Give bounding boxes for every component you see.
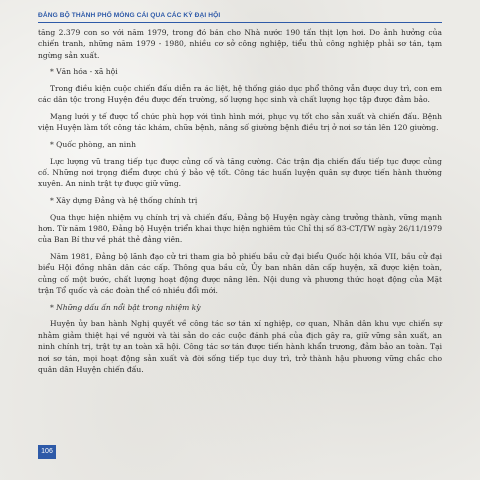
paragraph: Mạng lưới y tế được tổ chức phù hợp với tình hình mới, phục vụ tốt cho sản xuất và chiến đấu. Bệnh viện Huyện làm tốt công tác khám, chữa bệnh, nâng số giường bệnh điều trị ở nơi sơ tán lên 120 giường. [38,112,442,133]
paragraph: Qua thực hiện nhiệm vụ chính trị và chiến đấu, Đảng bộ Huyện ngày càng trưởng thành, vững mạnh hơn. Từ năm 1980, Đảng bộ Huyện triển khai thực hiện nghiêm túc Chỉ thị số 83-CT/TW ngày 26/11/1979 của Ban Bí thư về phát thẻ đảng viên. [38,212,442,245]
running-header: ĐẢNG BỘ THÀNH PHỐ MÓNG CÁI QUA CÁC KỲ ĐẠI HỘI [38,12,221,19]
page-body [38,27,442,381]
paragraph: Năm 1981, Đảng bộ lãnh đạo cử tri tham gia bỏ phiếu bầu cử đại biểu Quốc hội khóa VII, bầu cử đại biểu Hội đồng nhân dân các cấp. Thông qua bầu cử, Ủy ban nhân dân cấp huyện, xã được kiện toàn, củng cố một bước, chất lượng hoạt động được nâng lên. Nội dung và phương thức hoạt động của Mặt trận Tổ quốc và các đoàn thể có nhiều đổi mới. [38,252,442,296]
page-number: 106 [38,445,56,459]
paragraph: Trong điều kiện cuộc chiến đấu diễn ra ác liệt, hệ thống giáo dục phổ thông vẫn được duy trì, con em các dân tộc trong Huyện đều được đến trường, số lượng học sinh và chất lượng học tập được đảm bảo. [38,84,442,105]
section-heading-culture: * Văn hóa - xã hội [50,67,118,77]
section-heading-highlights: * Những dấu ấn nổi bật trong nhiệm kỳ [50,302,201,312]
paragraph: tăng 2.379 con so với năm 1979, trong đó bán cho Nhà nước 190 tấn thịt lợn hơi. Do ảnh hưởng của chiến tranh, những năm 1979 - 1980, nhiều cơ sở công nghiệp, tiểu thủ công nghiệp phải sơ tán, tạm ngừng sản xuất. [38,28,442,60]
paragraph: Huyện ủy ban hành Nghị quyết về công tác sơ tán xí nghiệp, cơ quan, Nhân dân khu vực chiến sự nhằm giảm thiệt hại về người và tài sản do các cuộc đánh phá của địch gây ra, giữ vững sản xuất, an ninh chính trị, trật tự an toàn xã hội. Công tác sơ tán được tiến hành khẩn trương, đảm bảo an toàn. Tại nơi sơ tán, mọi hoạt động sản xuất và đời sống tiếp tục duy trì, trở thành hậu phương vững chắc cho quân dân Huyện chiến đấu. [38,319,442,375]
header-rule [38,22,442,23]
paragraph: Lực lượng vũ trang tiếp tục được củng cố và tăng cường. Các trận địa chiến đấu tiếp tục được củng cố. Những nơi trọng điểm được chú ý bảo vệ tốt. Công tác huấn luyện quân sự được tiến hành thường xuyên. An ninh trật tự được giữ vững. [38,156,442,189]
section-heading-defense: * Quốc phòng, an ninh [50,140,136,149]
section-heading-party: * Xây dựng Đảng và hệ thống chính trị [50,196,198,205]
